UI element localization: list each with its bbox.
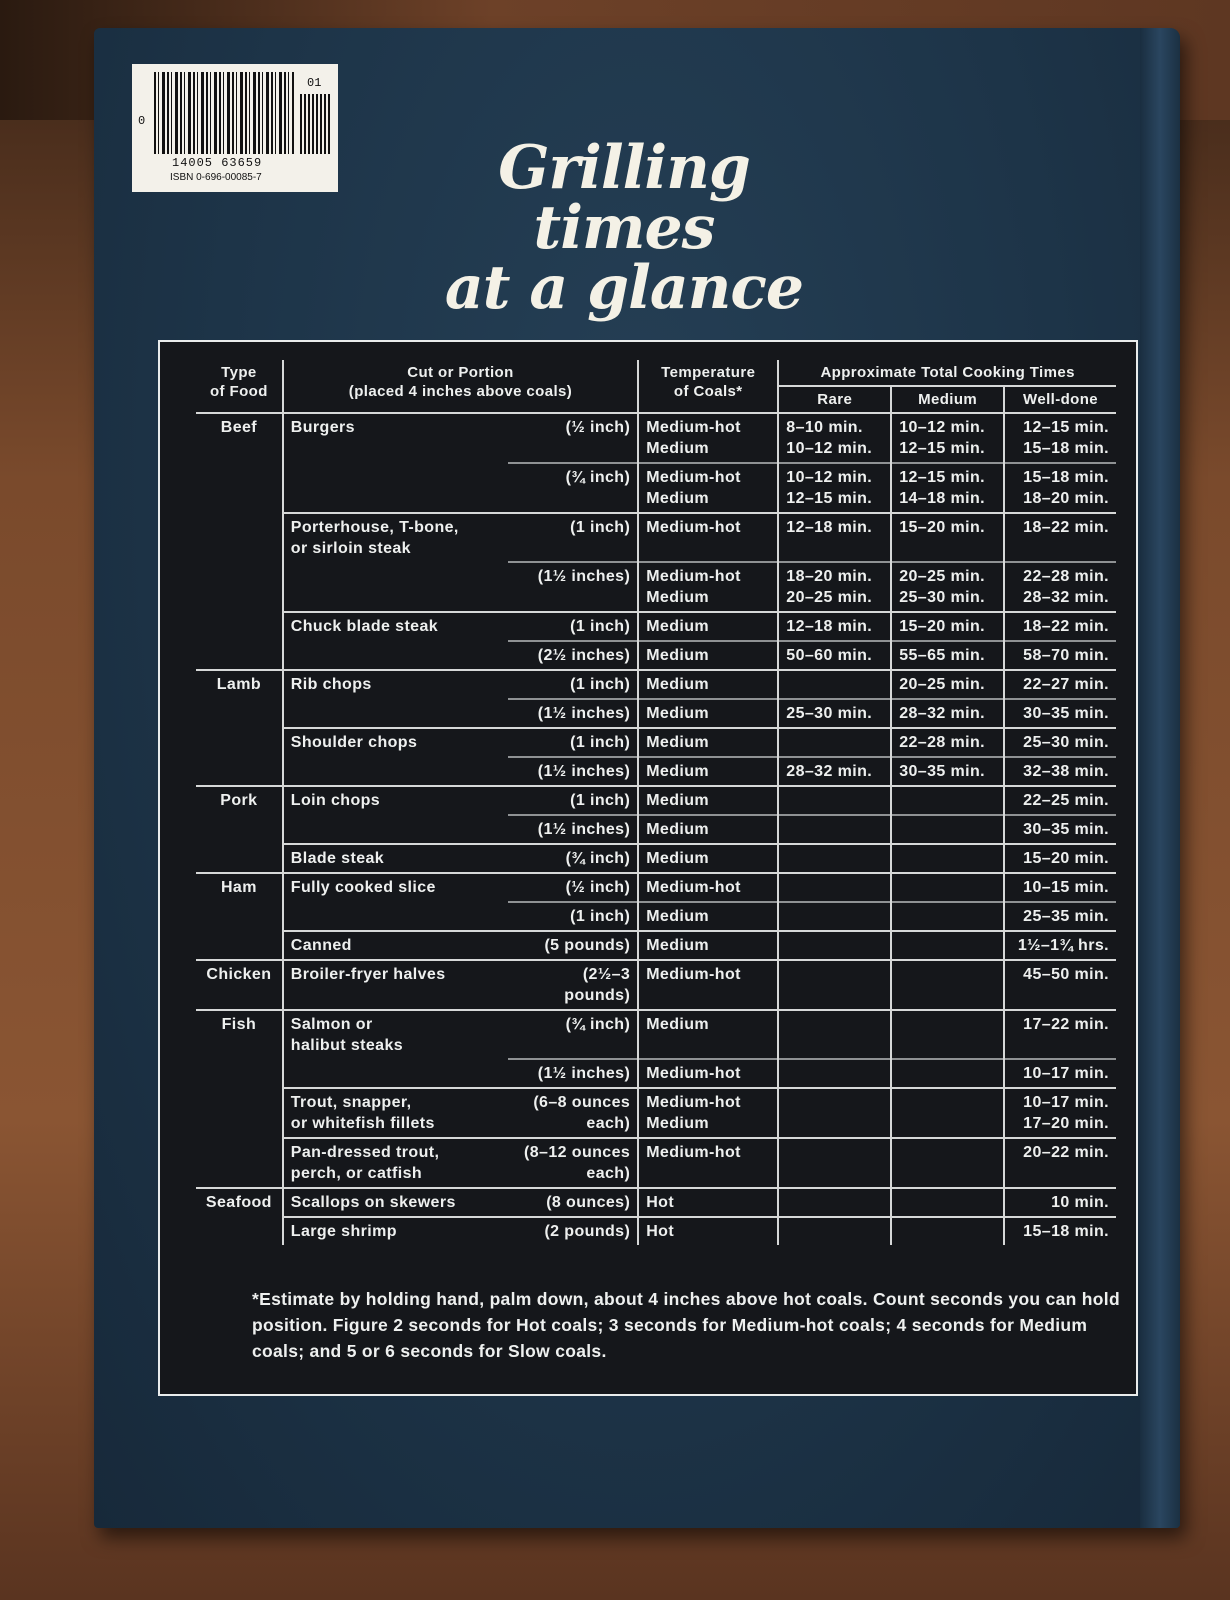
cell-welldone: 18–22 min.	[1004, 513, 1116, 562]
table-row	[196, 757, 1116, 786]
cell-rare: 10–12 min. 12–15 min.	[778, 463, 891, 513]
header-cut	[283, 360, 638, 413]
cell-size: (2 pounds)	[508, 1217, 639, 1245]
barcode-supplement-bars	[300, 94, 330, 154]
isbn-text: ISBN 0-696-00085-7	[170, 172, 262, 183]
cell-cut: Canned	[283, 931, 508, 960]
cell-medium: 28–32 min.	[891, 699, 1004, 728]
barcode-left-digit: 0	[138, 114, 146, 128]
header-medium: Medium	[891, 386, 1004, 413]
grilling-chart-frame	[158, 340, 1138, 1396]
cell-type	[196, 1059, 283, 1088]
cell-welldone: 12–15 min. 15–18 min.	[1004, 413, 1116, 463]
cell-welldone: 10 min.	[1004, 1188, 1116, 1217]
cell-medium	[891, 1059, 1004, 1088]
cell-welldone: 15–20 min.	[1004, 844, 1116, 873]
header-cut-line1: Cut or Portion	[407, 364, 514, 381]
title-line-2: times	[533, 193, 715, 263]
table-row	[196, 902, 1116, 931]
table-row	[196, 728, 1116, 757]
barcode-label	[132, 64, 338, 192]
title-line-1: Grilling	[498, 133, 750, 203]
cell-size: (1 inch)	[508, 786, 639, 815]
header-cut-line2: (placed 4 inches above coals)	[348, 383, 573, 400]
grilling-times-table	[196, 360, 1116, 1245]
cell-type	[196, 844, 283, 873]
cell-cut	[283, 815, 508, 844]
cell-welldone: 10–17 min.	[1004, 1059, 1116, 1088]
cell-temp: Hot	[638, 1217, 778, 1245]
table-row	[196, 562, 1116, 612]
cell-medium	[891, 1217, 1004, 1245]
cell-size: (8 ounces)	[508, 1188, 639, 1217]
cell-welldone: 22–27 min.	[1004, 670, 1116, 699]
cell-rare	[778, 1010, 891, 1059]
cell-type	[196, 902, 283, 931]
cell-temp: Medium	[638, 902, 778, 931]
cell-size: (1 inch)	[508, 670, 639, 699]
cell-welldone: 15–18 min. 18–20 min.	[1004, 463, 1116, 513]
cell-temp: Medium-hot Medium	[638, 562, 778, 612]
cell-temp: Medium	[638, 757, 778, 786]
table-row	[196, 670, 1116, 699]
cell-size: (1½ inches)	[508, 1059, 639, 1088]
cell-rare	[778, 815, 891, 844]
cell-rare	[778, 786, 891, 815]
cell-type	[196, 815, 283, 844]
barcode-number: 14005 63659	[172, 156, 263, 170]
cell-welldone: 25–35 min.	[1004, 902, 1116, 931]
cell-size: (¾ inch)	[508, 844, 639, 873]
cell-type: Fish	[196, 1010, 283, 1059]
cell-cut	[283, 757, 508, 786]
cell-size: (6–8 ounces each)	[508, 1088, 639, 1138]
cell-type	[196, 1088, 283, 1138]
cell-medium: 30–35 min.	[891, 757, 1004, 786]
cell-rare: 28–32 min.	[778, 757, 891, 786]
cell-temp: Medium	[638, 931, 778, 960]
cell-rare	[778, 960, 891, 1010]
cell-temp: Medium	[638, 815, 778, 844]
cell-medium	[891, 815, 1004, 844]
cell-cut: Broiler-fryer halves	[283, 960, 508, 1010]
cell-rare: 50–60 min.	[778, 641, 891, 670]
cell-welldone: 20–22 min.	[1004, 1138, 1116, 1188]
cell-type	[196, 513, 283, 562]
table-row	[196, 513, 1116, 562]
cell-rare	[778, 670, 891, 699]
cell-medium	[891, 1138, 1004, 1188]
cell-medium	[891, 931, 1004, 960]
cell-size: (2½ inches)	[508, 641, 639, 670]
cell-type: Ham	[196, 873, 283, 902]
cell-size: (1 inch)	[508, 902, 639, 931]
cell-welldone: 32–38 min.	[1004, 757, 1116, 786]
cell-temp: Medium	[638, 1010, 778, 1059]
table-row	[196, 1217, 1116, 1245]
cell-temp: Medium-hot Medium	[638, 1088, 778, 1138]
header-rare: Rare	[778, 386, 891, 413]
cell-temp: Medium-hot Medium	[638, 413, 778, 463]
cell-type	[196, 757, 283, 786]
cell-type	[196, 699, 283, 728]
cell-size: (1½ inches)	[508, 757, 639, 786]
table-row	[196, 815, 1116, 844]
cell-temp: Medium-hot	[638, 513, 778, 562]
cell-cut: Fully cooked slice	[283, 873, 508, 902]
header-temp-line1: Temperature	[661, 364, 756, 381]
cell-rare	[778, 1188, 891, 1217]
cell-medium: 15–20 min.	[891, 612, 1004, 641]
cell-size: (¾ inch)	[508, 463, 639, 513]
cover-title	[394, 133, 854, 323]
cell-rare	[778, 728, 891, 757]
cell-rare	[778, 844, 891, 873]
table-row	[196, 1188, 1116, 1217]
cell-type	[196, 612, 283, 641]
cell-type: Chicken	[196, 960, 283, 1010]
cell-medium	[891, 902, 1004, 931]
cell-welldone: 18–22 min.	[1004, 612, 1116, 641]
cell-temp: Medium	[638, 670, 778, 699]
cell-type	[196, 641, 283, 670]
cell-rare: 12–18 min.	[778, 612, 891, 641]
cell-rare	[778, 1138, 891, 1188]
cell-size: (1½ inches)	[508, 815, 639, 844]
cell-medium	[891, 1088, 1004, 1138]
header-welldone: Well-done	[1004, 386, 1116, 413]
header-temp-line2: of Coals*	[673, 383, 743, 400]
table-row	[196, 1088, 1116, 1138]
cell-rare: 12–18 min.	[778, 513, 891, 562]
cell-cut: Loin chops	[283, 786, 508, 815]
cell-medium	[891, 844, 1004, 873]
cell-temp: Medium	[638, 728, 778, 757]
cell-cut: Chuck blade steak	[283, 612, 508, 641]
cell-welldone: 22–25 min.	[1004, 786, 1116, 815]
table-row	[196, 931, 1116, 960]
cell-cut: Pan-dressed trout, perch, or catfish	[283, 1138, 508, 1188]
cell-temp: Hot	[638, 1188, 778, 1217]
cell-size: (5 pounds)	[508, 931, 639, 960]
cell-temp: Medium-hot	[638, 873, 778, 902]
cell-size: (1 inch)	[508, 728, 639, 757]
cell-welldone: 22–28 min. 28–32 min.	[1004, 562, 1116, 612]
cell-type: Beef	[196, 413, 283, 463]
cell-cut	[283, 699, 508, 728]
cell-temp: Medium-hot	[638, 1059, 778, 1088]
cell-type: Pork	[196, 786, 283, 815]
cell-cut: Blade steak	[283, 844, 508, 873]
header-approx-times: Approximate Total Cooking Times	[778, 360, 1116, 386]
cell-size: (½ inch)	[508, 413, 639, 463]
table-row	[196, 1059, 1116, 1088]
cell-cut: Shoulder chops	[283, 728, 508, 757]
cell-medium: 10–12 min. 12–15 min.	[891, 413, 1004, 463]
table-row	[196, 612, 1116, 641]
table-row	[196, 786, 1116, 815]
cell-welldone: 10–17 min. 17–20 min.	[1004, 1088, 1116, 1138]
cell-rare	[778, 1059, 891, 1088]
cell-medium: 22–28 min.	[891, 728, 1004, 757]
cell-medium	[891, 960, 1004, 1010]
cell-welldone: 15–18 min.	[1004, 1217, 1116, 1245]
cell-rare	[778, 931, 891, 960]
cell-welldone: 30–35 min.	[1004, 815, 1116, 844]
cell-size: (2½–3 pounds)	[508, 960, 639, 1010]
header-type-line1: Type	[221, 364, 257, 381]
title-line-3: at a glance	[444, 253, 804, 323]
cell-cut: Large shrimp	[283, 1217, 508, 1245]
cell-welldone: 45–50 min.	[1004, 960, 1116, 1010]
table-row	[196, 641, 1116, 670]
cell-cut: Burgers	[283, 413, 508, 463]
cell-welldone: 25–30 min.	[1004, 728, 1116, 757]
cell-size: (1 inch)	[508, 612, 639, 641]
book-spine	[1140, 28, 1180, 1528]
cell-temp: Medium	[638, 844, 778, 873]
header-temp	[638, 360, 778, 413]
cell-size: (¾ inch)	[508, 1010, 639, 1059]
table-row	[196, 463, 1116, 513]
cell-welldone: 1½–1¾ hrs.	[1004, 931, 1116, 960]
cell-type	[196, 562, 283, 612]
table-row	[196, 413, 1116, 463]
cell-welldone: 17–22 min.	[1004, 1010, 1116, 1059]
cell-temp: Medium	[638, 786, 778, 815]
cell-rare: 18–20 min. 20–25 min.	[778, 562, 891, 612]
table-row	[196, 1138, 1116, 1188]
header-type-line2: of Food	[209, 383, 268, 400]
cell-welldone: 58–70 min.	[1004, 641, 1116, 670]
cell-medium	[891, 1010, 1004, 1059]
table-row	[196, 699, 1116, 728]
cell-temp: Medium-hot	[638, 1138, 778, 1188]
barcode-bars	[154, 72, 294, 154]
cell-rare: 8–10 min. 10–12 min.	[778, 413, 891, 463]
footnote: *Estimate by holding hand, palm down, about 4 inches above hot coals. Count seconds you can hold position. Figure 2 seconds for Hot coals; 3 seconds for Medium-hot coals; 4 seconds for Medium coals; and 5 or 6 seconds for Slow coals.	[252, 1289, 1120, 1361]
cell-size: (½ inch)	[508, 873, 639, 902]
book-back-cover	[94, 28, 1180, 1528]
header-type	[196, 360, 283, 413]
cell-cut	[283, 1059, 508, 1088]
cell-rare	[778, 1217, 891, 1245]
cell-welldone: 10–15 min.	[1004, 873, 1116, 902]
cell-medium: 15–20 min.	[891, 513, 1004, 562]
cell-size: (1½ inches)	[508, 699, 639, 728]
cell-cut: Trout, snapper, or whitefish fillets	[283, 1088, 508, 1138]
table-body	[196, 413, 1116, 1245]
cell-temp: Medium	[638, 612, 778, 641]
cell-medium: 20–25 min. 25–30 min.	[891, 562, 1004, 612]
cell-medium	[891, 873, 1004, 902]
cell-medium: 20–25 min.	[891, 670, 1004, 699]
cell-medium: 12–15 min. 14–18 min.	[891, 463, 1004, 513]
cell-cut	[283, 463, 508, 513]
cell-temp: Medium-hot	[638, 960, 778, 1010]
cell-temp: Medium-hot Medium	[638, 463, 778, 513]
cell-type	[196, 931, 283, 960]
cell-size: (8–12 ounces each)	[508, 1138, 639, 1188]
cell-medium	[891, 1188, 1004, 1217]
cell-cut: Rib chops	[283, 670, 508, 699]
cell-rare: 25–30 min.	[778, 699, 891, 728]
cell-medium	[891, 786, 1004, 815]
table-row	[196, 960, 1116, 1010]
cell-cut	[283, 902, 508, 931]
cell-cut: Scallops on skewers	[283, 1188, 508, 1217]
cell-type: Lamb	[196, 670, 283, 699]
cell-temp: Medium	[638, 641, 778, 670]
cell-type	[196, 1217, 283, 1245]
table-row	[196, 844, 1116, 873]
cell-cut	[283, 562, 508, 612]
cell-welldone: 30–35 min.	[1004, 699, 1116, 728]
cell-cut	[283, 641, 508, 670]
cell-medium: 55–65 min.	[891, 641, 1004, 670]
cell-rare	[778, 902, 891, 931]
cell-rare	[778, 1088, 891, 1138]
cell-rare	[778, 873, 891, 902]
cell-size: (1½ inches)	[508, 562, 639, 612]
cell-temp: Medium	[638, 699, 778, 728]
barcode-supplement: 01	[307, 76, 322, 90]
table-row	[196, 1010, 1116, 1059]
table-row	[196, 873, 1116, 902]
cell-size: (1 inch)	[508, 513, 639, 562]
cell-type	[196, 728, 283, 757]
cell-type	[196, 1138, 283, 1188]
cell-cut: Porterhouse, T-bone, or sirloin steak	[283, 513, 508, 562]
cell-type	[196, 463, 283, 513]
cell-cut: Salmon or halibut steaks	[283, 1010, 508, 1059]
cell-type: Seafood	[196, 1188, 283, 1217]
